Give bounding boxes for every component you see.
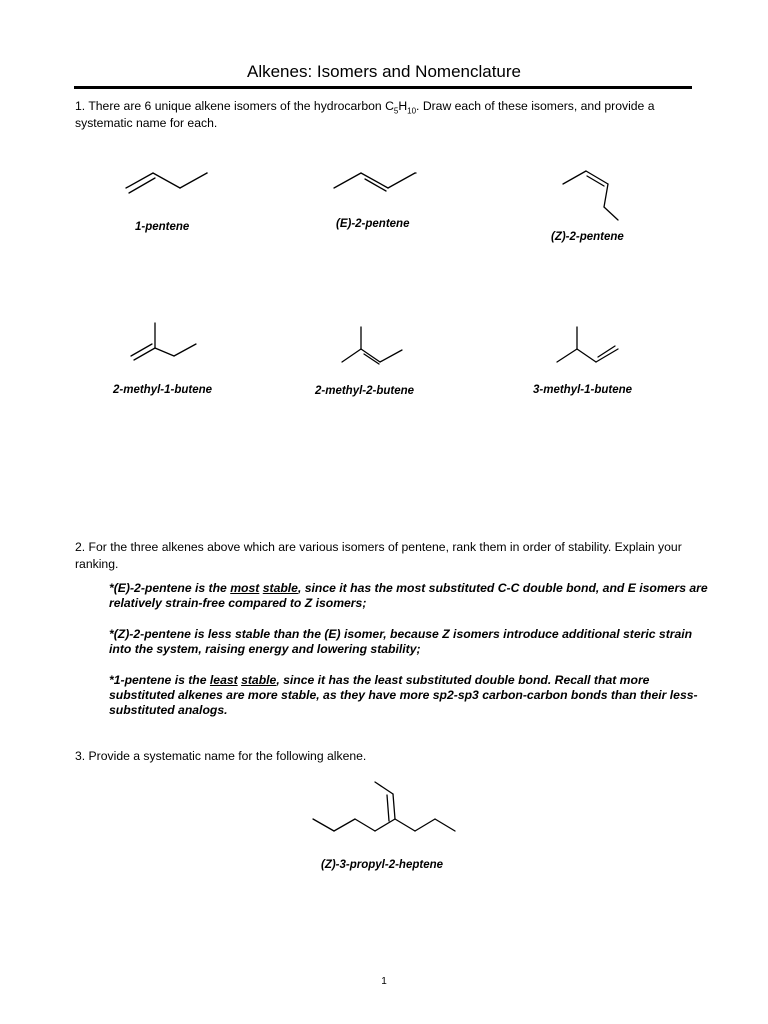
- subscript-5: 5: [393, 106, 399, 116]
- subscript-10: 10: [407, 106, 417, 116]
- isomer-label-5: 2-methyl-2-butene: [315, 385, 415, 397]
- question-1-text-c: . Draw each of these isomers, and provide a systematic name for each.: [75, 99, 655, 130]
- answer-text: , since it has the most substituted C-C double bond, and E isomers are relatively strain-free compared to Z isomers;: [109, 581, 708, 610]
- question-2: 2. For the three alkenes above which are various isomers of pentene, rank them in order of stability. Explain your ranking.: [75, 540, 682, 571]
- answer-text: *(E)-2-pentene is the: [109, 581, 231, 595]
- isomer-label-3: (Z)-2-pentene: [551, 231, 624, 243]
- answer-2-point-1: [109, 581, 709, 611]
- page-title: Alkenes: Isomers and Nomenclature: [246, 62, 522, 81]
- structure-e-2-pentene: [328, 160, 428, 200]
- isomer-label-4: 2-methyl-1-butene: [113, 384, 213, 396]
- answer-text: *1-pentene is the: [109, 673, 210, 687]
- structure-2-methyl-2-butene: [336, 322, 416, 370]
- answer-2-point-2: *(Z)-2-pentene is less stable than the (E) isomer, because Z isomers introduce additional steric strain into the system, raising energy and lowering stability;: [109, 627, 693, 656]
- answer-underline: stable: [241, 673, 277, 687]
- answer-underline: most: [230, 581, 260, 595]
- question-1-text-b: H: [398, 99, 408, 113]
- question-3: 3. Provide a systematic name for the following alkene.: [75, 749, 367, 763]
- answer-text: , since it has the least substituted double bond. Recall that more substituted alkenes are more stable, as they have more sp2-sp3 carbon-carbon bonds than their less-substituted analogs.: [109, 673, 698, 717]
- answer-2-point-3: [109, 673, 709, 718]
- structure-3-methyl-1-butene: [552, 322, 632, 370]
- question-1: [75, 98, 695, 132]
- question-3-answer: (Z)-3-propyl-2-heptene: [321, 859, 444, 871]
- isomer-label-1: 1-pentene: [135, 221, 190, 233]
- structure-z-3-propyl-2-heptene: [305, 774, 465, 836]
- answer-underline: stable: [262, 581, 298, 595]
- structure-2-methyl-1-butene: [126, 318, 206, 366]
- page-number: 1: [381, 976, 387, 987]
- structure-1-pentene: [120, 160, 220, 200]
- answer-underline: least: [209, 673, 238, 687]
- isomer-label-6: 3-methyl-1-butene: [533, 384, 633, 396]
- title-rule: [74, 86, 692, 89]
- isomer-label-2: (E)-2-pentene: [336, 218, 410, 230]
- question-1-text-a: 1. There are 6 unique alkene isomers of the hydrocarbon C: [75, 99, 394, 113]
- structure-z-2-pentene: [556, 164, 626, 226]
